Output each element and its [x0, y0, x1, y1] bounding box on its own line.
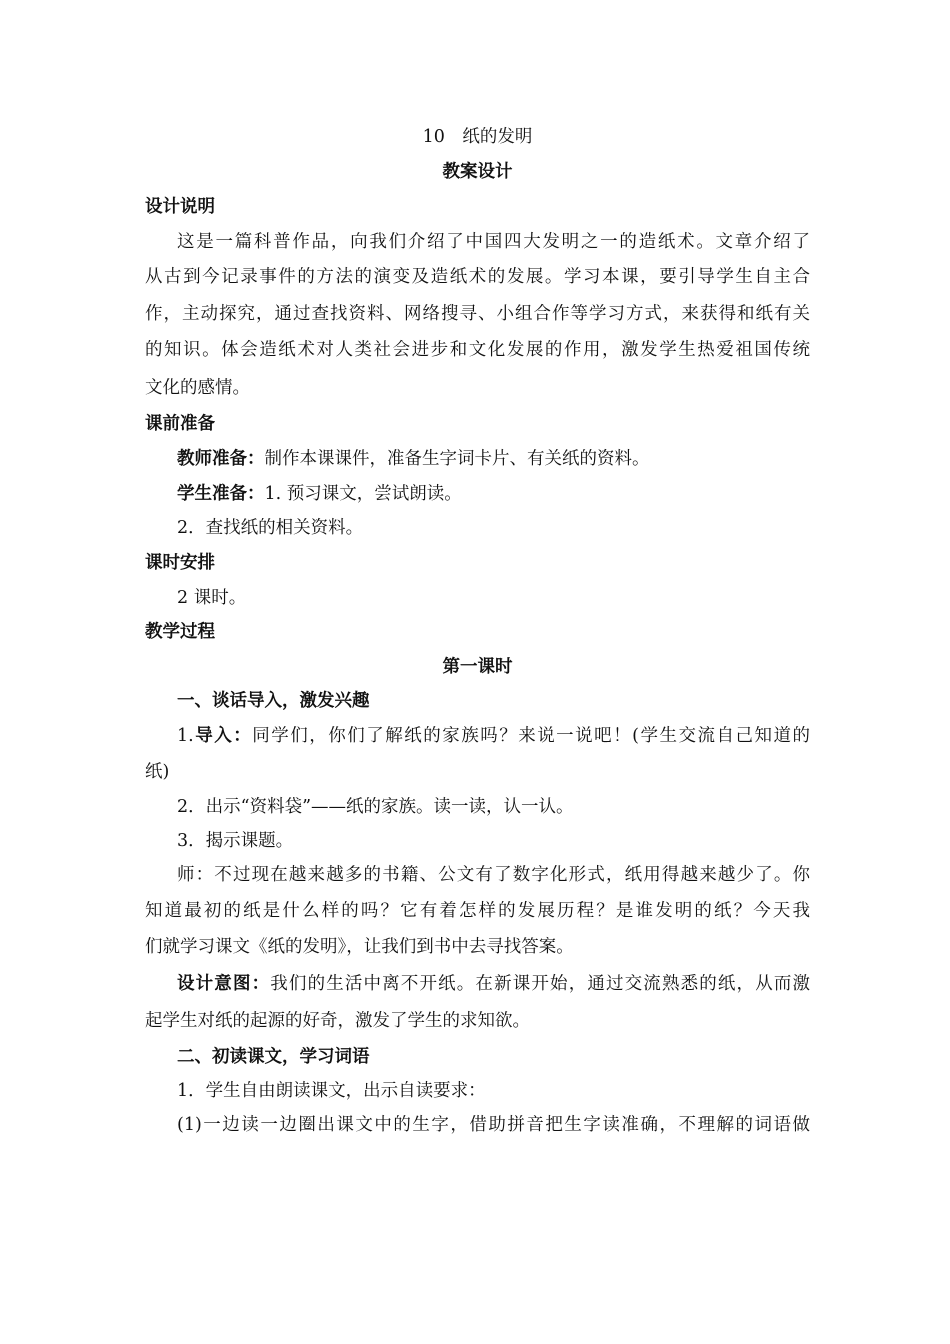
design-notes-line-5: 文化的感情。 [145, 378, 250, 398]
section-1-item-3: 3．揭示课题。 [177, 831, 294, 851]
period-title: 第一课时 [442, 657, 513, 677]
item-1-label: 导入： [193, 726, 253, 746]
design-notes-line-1: 这是一篇科普作品，向我们介绍了中国四大发明之一的造纸术。文章介绍了 [177, 232, 810, 252]
student-preparation [177, 482, 810, 506]
teacher-preparation-text: 制作本课课件，准备生字词卡片、有关纸的资料。 [264, 449, 650, 469]
heading-preparation: 课前准备 [145, 414, 215, 434]
section-1-item-1 [177, 724, 810, 748]
design-notes-line-2: 从古到今记录事件的方法的演变及造纸术的发展。学习本课，要引导学生自主合 [145, 267, 810, 287]
section-2-item-1: 1．学生自由朗读课文，出示自读要求： [177, 1081, 486, 1101]
lesson-title: 10 纸的发明 [422, 127, 533, 147]
design-intent-text: 我们的生活中离不开纸。在新课开始，通过交流熟悉的纸，从而激 [270, 974, 811, 994]
design-intent [177, 972, 810, 996]
teacher-line-3: 们就学习课文《纸的发明》，让我们到书中去寻找答案。 [145, 937, 574, 957]
item-1-number: 1. [177, 726, 194, 746]
teacher-line-2: 知道最初的纸是什么样的吗？它有着怎样的发展历程？是谁发明的纸？今天我 [145, 901, 810, 921]
teacher-line-1: 师：不过现在越来越多的书籍、公文有了数字化形式，纸用得越来越少了。你 [177, 865, 810, 885]
teacher-preparation [177, 447, 810, 471]
heading-teaching-process: 教学过程 [145, 622, 215, 642]
student-preparation-item-2: 2．查找纸的相关资料。 [177, 518, 364, 538]
section-2-sub-1: (1)一边读一边圈出课文中的生字，借助拼音把生字读准确，不理解的词语做 [177, 1115, 810, 1135]
section-1-item-1-cont: 纸) [145, 762, 170, 782]
student-preparation-label: 学生准备： [177, 484, 265, 504]
section-2-title: 二、初读课文，学习词语 [177, 1047, 370, 1067]
teacher-preparation-label: 教师准备： [177, 449, 265, 469]
section-1-item-2: 2．出示“资料袋”——纸的家族。读一读，认一认。 [177, 797, 574, 817]
design-intent-cont: 起学生对纸的起源的好奇，激发了学生的求知欲。 [145, 1011, 530, 1031]
design-notes-line-3: 作，主动探究，通过查找资料、网络搜寻、小组合作等学习方式，来获得和纸有关 [145, 304, 810, 324]
document-subtitle: 教案设计 [442, 162, 513, 182]
heading-schedule: 课时安排 [145, 553, 215, 573]
section-1-title: 一、谈话导入，激发兴趣 [177, 691, 370, 711]
item-1-text: 同学们，你们了解纸的家族吗？来说一说吧！(学生交流自己知道的 [252, 726, 811, 746]
design-notes-line-4: 的知识。体会造纸术对人类社会进步和文化发展的作用，激发学生热爱祖国传统 [145, 340, 810, 360]
heading-design-notes: 设计说明 [145, 197, 215, 217]
student-preparation-text: 1. 预习课文，尝试朗读。 [264, 484, 462, 504]
schedule-text: 2 课时。 [177, 588, 247, 608]
design-intent-label: 设计意图： [177, 974, 271, 994]
